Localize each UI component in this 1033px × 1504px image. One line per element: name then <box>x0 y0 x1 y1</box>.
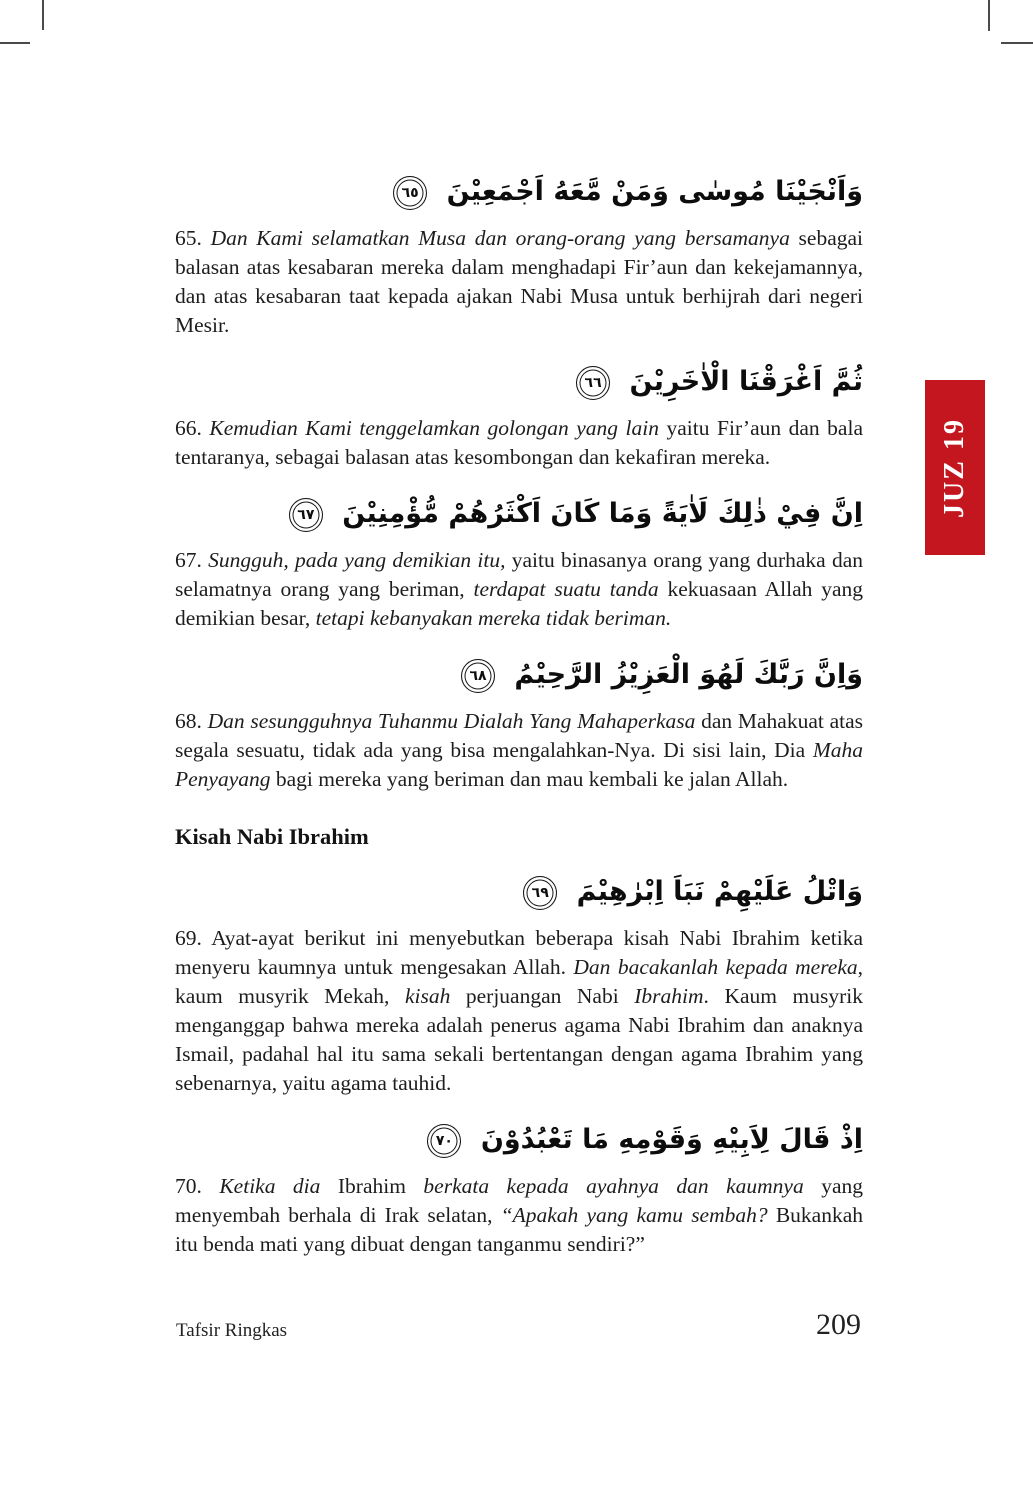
tafsir-text: 70. <box>175 1174 220 1198</box>
tafsir-text: perjuangan Nabi <box>450 984 635 1008</box>
arabic-verse-text: اِذْ قَالَ لِاَبِيْهِ وَقَوْمِهِ مَا تَعْبُدُوْنَ <box>480 1124 863 1155</box>
quran-translation-text: Dan sesungguhnya Tuhanmu Dialah Yang Mahaperkasa <box>207 709 696 733</box>
tafsir-text: yaitu Fir’aun dan bala tentaranya, sebagai balasan atas kesombongan dan kekafiran mereka. <box>175 416 863 469</box>
tafsir-text: 66. <box>175 416 210 440</box>
arabic-verse-line <box>175 866 863 918</box>
ayah-number-medallion: ٧٠ <box>427 1124 461 1158</box>
arabic-verse-text: ثُمَّ اَغْرَقْنَا الْاٰخَرِيْنَ <box>629 366 863 397</box>
arabic-verse-line <box>175 356 863 408</box>
quran-translation-text: tetapi kebanyakan mereka tidak beriman. <box>315 606 672 630</box>
crop-mark-top-left-vertical <box>42 0 44 30</box>
crop-mark-top-right-horizontal <box>1001 42 1033 44</box>
arabic-verse-line <box>175 649 863 701</box>
quran-translation-text: kisah <box>404 984 451 1008</box>
tafsir-text: 69. Ayat-ayat berikut ini menyebutkan beberapa kisah Nabi Ibrahim ketika menyeru kaumnya untuk mengesakan Allah. <box>175 926 863 979</box>
quran-translation-text: Dan bacakanlah kepada mereka <box>573 955 858 979</box>
tafsir-text: kekuasaan Allah yang demikian besar, <box>175 577 863 630</box>
tafsir-paragraph <box>175 707 863 794</box>
arabic-verse-line <box>175 166 863 218</box>
ayah-number-medallion: ٦٦ <box>576 366 610 400</box>
content-sections <box>175 166 863 1272</box>
quran-translation-text: “Apakah yang kamu sembah? <box>500 1203 768 1227</box>
tafsir-text: dan Mahakuat atas segala sesuatu, tidak ada yang bisa mengalahkan-Nya. Di sisi lain, Dia <box>175 709 863 762</box>
footer-book-title: Tafsir Ringkas <box>176 1320 288 1341</box>
arabic-verse-text: اِنَّ فِيْ ذٰلِكَ لَاٰيَةً وَمَا كَانَ اَكْثَرُهُمْ مُّؤْمِنِيْنَ <box>342 498 863 529</box>
juz-tab-label: JUZ 19 <box>939 417 970 518</box>
crop-mark-top-right-vertical <box>988 0 990 31</box>
arabic-verse-text: وَاتْلُ عَلَيْهِمْ نَبَاَ اِبْرٰهِيْمَ <box>576 876 863 907</box>
ayah-number-medallion: ٦٩ <box>523 876 557 910</box>
tafsir-text: bagi mereka yang beriman dan mau kembali ke jalan Allah. <box>270 767 789 791</box>
quran-translation-text: terdapat suatu tanda <box>473 577 659 601</box>
arabic-verse-text: وَاِنَّ رَبَّكَ لَهُوَ الْعَزِيْزُ الرَّحِيْمُ <box>514 659 863 690</box>
juz-tab <box>925 380 985 555</box>
ayah-number-medallion: ٦٧ <box>289 498 323 532</box>
tafsir-text: 65. <box>175 226 211 250</box>
tafsir-paragraph <box>175 224 863 340</box>
tafsir-paragraph <box>175 1172 863 1259</box>
ayah-number-medallion: ٦٨ <box>461 659 495 693</box>
quran-translation-text: Kemudian Kami tenggelamkan golongan yang lain <box>209 416 659 440</box>
tafsir-paragraph <box>175 924 863 1098</box>
quran-translation-text: berkata kepada ayahnya dan kaumnya <box>423 1174 804 1198</box>
tafsir-text: yaitu binasanya orang yang durhaka dan selamatnya orang yang beriman, <box>175 548 863 601</box>
arabic-verse-text: وَاَنْجَيْنَا مُوسٰى وَمَنْ مَّعَهُ اَجْمَعِيْنَ <box>446 176 863 207</box>
tafsir-text: 68. <box>175 709 208 733</box>
tafsir-paragraph <box>175 546 863 633</box>
quran-translation-text: Dan Kami selamatkan Musa dan orang-orang yang bersamanya <box>210 226 790 250</box>
tafsir-text: . Kaum musyrik menganggap bahwa mereka adalah penerus agama Nabi Ibrahim dan anaknya Ismail, padahal hal itu sama sekali bertentangan dengan agama Ibrahim yang sebenarnya, yaitu agama tauhid. <box>175 984 863 1095</box>
tafsir-text: yang menyembah berhala di Irak selatan, <box>175 1174 863 1227</box>
quran-translation-text: Ibrahim <box>634 984 704 1008</box>
page-number: 209 <box>816 1308 861 1341</box>
tafsir-text: 67. <box>175 548 209 572</box>
tafsir-text: sebagai balasan atas kesabaran mereka dalam menghadapi Fir’aun dan kekejamannya, dan atas kesabaran taat kepada ajakan Nabi Musa untuk berhijrah dari negeri Mesir. <box>175 226 863 337</box>
arabic-verse-line <box>175 488 863 540</box>
quran-translation-text: Ketika dia <box>219 1174 321 1198</box>
tafsir-text: , kaum musyrik Mekah, <box>175 955 863 1008</box>
tafsir-text: Bukankah itu benda mati yang dibuat dengan tanganmu sendiri?” <box>175 1203 863 1256</box>
quran-translation-text: Maha Penyayang <box>175 738 863 791</box>
tafsir-paragraph <box>175 414 863 472</box>
tafsir-text: Ibrahim <box>320 1174 424 1198</box>
section-heading: Kisah Nabi Ibrahim <box>175 824 369 849</box>
arabic-verse-line <box>175 1114 863 1166</box>
ayah-number-medallion: ٦٥ <box>393 176 427 210</box>
quran-translation-text: Sungguh, pada yang demikian itu, <box>208 548 506 572</box>
crop-mark-top-left-horizontal <box>0 42 30 44</box>
